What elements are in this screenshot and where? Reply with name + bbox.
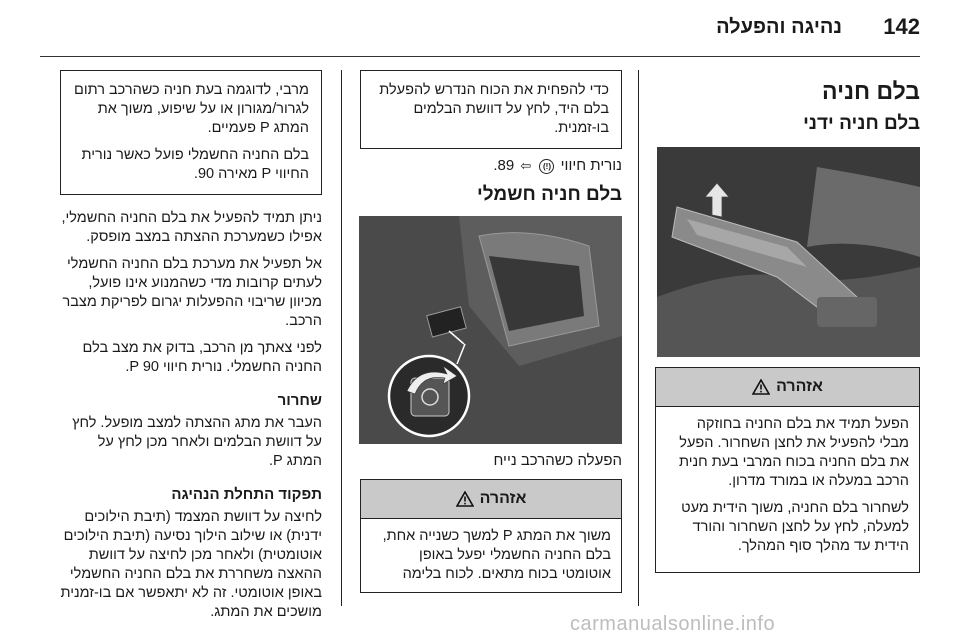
note-paragraph: בלם החניה החשמלי פועל כאשר נורית החיווי P מאירה 90. [81,147,309,182]
section-title: בלם חניה [822,78,920,104]
drive-away-title: תפקוד התחלת הנהיגה [171,486,322,503]
warning-title: אזהרה [776,378,823,395]
manual-brake-warning-box [655,367,920,573]
note-paragraph: מרבי, לדוגמה בעת חניה כשהרכב רתום לגרור/מגורון או על שיפוע, משוך את המתג P פעמיים. [74,82,309,136]
electric-brake-body-text [60,209,322,622]
reference-prefix: נורית חיווי [560,157,622,174]
reference-page: 89. [493,157,515,174]
electric-brake-note-box [60,70,322,195]
electric-brake-switch-figure [359,216,622,444]
page-number: 142 [883,14,920,39]
running-title: נהיגה והפעלה [716,16,842,38]
warning-light-reference [360,157,622,174]
watermark: carmanualsonline.info [570,613,776,635]
middle-column [360,70,622,593]
body-paragraph: ניתן תמיד להפעיל את בלם החניה החשמלי, אפילו כשמערכת ההצתה במצב מופסק. [61,210,322,245]
right-column [655,70,920,573]
warning-paragraph: משוך את המתג P למשך כשנייה אחת, בלם החניה החשמלי יפעל באופן אוטומטי בכוח מתאים. לכוח בלימה [382,528,611,582]
column-divider-right [638,70,639,606]
handbrake-tip-box [360,70,622,149]
header-rule [40,56,920,57]
warning-header [656,368,919,407]
warning-paragraph: לשחרור בלם החניה, משוך הידית מעט למעלה, לחץ על לחצן השחרור והורד הידית עד מהלך סוף המהלך. [681,500,909,554]
manual-parking-brake-title: בלם חניה ידני [803,113,920,134]
manual-handbrake-illustration [657,147,920,357]
column-divider-left [341,70,342,606]
electric-brake-warning-box [360,479,622,593]
page-header [0,0,960,56]
page-reference-arrow-icon: ⇦ [520,158,532,173]
release-text: העבר את מתג ההצתה למצב מופעל. לחץ על דוושת הבלמים ולאחר מכן לחץ על המתג P. [72,415,322,469]
warning-triangle-icon [752,379,770,395]
drive-away-text: לחיצה על דוושת המצמד (תיבת הילוכים ידנית) או שילוב הילוך נסיעה (תיבת הילוכים אוטומטית) ולאחר מכן לחיצה על דוושת ההאצה משחררת את בלם החניה החשמלי באופן אוטומטי. זה לא יתאפשר אם בו-זמנית מושכים את המתג. [60,509,322,620]
warning-triangle-icon [456,491,474,507]
body-paragraph: אל תפעיל את מערכת בלם החניה החשמלי לעתים קרובות מדי כשהמנוע אינו פועל, מכיוון שריבוי ההפעלות יגרום לפריקת מצבר הרכב. [62,256,322,329]
warning-body [656,407,919,572]
electric-brake-switch-illustration [359,216,622,444]
body-paragraph: לפני צאתך מן הרכב, בדוק את מצב בלם החניה החשמלי. נורית חיווי P 90. [82,340,322,375]
left-column [60,70,322,630]
warning-header [361,480,621,519]
warning-body [361,519,621,592]
tip-text: כדי להפחית את הכוח הנדרש להפעלת בלם היד, לחץ על דוושת הבלמים בו-זמנית. [379,82,609,136]
manual-handbrake-figure [657,147,920,357]
brake-warning-light-icon: (!) [539,159,554,174]
warning-paragraph: הפעל תמיד את בלם החניה בחוזקה מבלי להפעיל את לחצן השחרור. הפעל את בלם החניה בכוח המרבי בעת חנית הרכב במעלה או במורד מדרון. [679,416,909,489]
figure-caption: הפעלה כשהרכב נייח [493,452,622,469]
release-title: שחרור [277,392,322,409]
electric-parking-brake-title: בלם חניה חשמלי [476,184,622,205]
warning-title: אזהרה [479,490,527,507]
